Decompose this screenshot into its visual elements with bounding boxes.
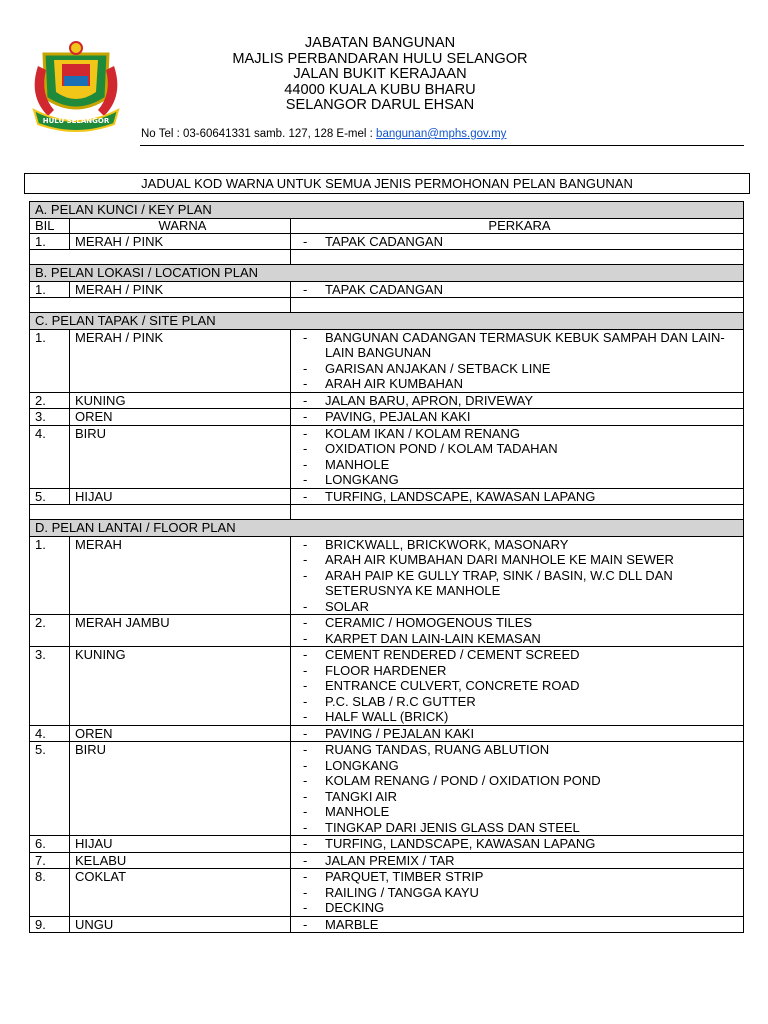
item-text: PAVING / PEJALAN KAKI (325, 725, 475, 741)
color-name: MERAH / PINK (70, 329, 291, 392)
table-row (30, 488, 744, 505)
section-header-row (30, 313, 744, 330)
list-item (296, 599, 743, 615)
section-title: A. PELAN KUNCI / KEY PLAN (30, 202, 744, 219)
item-list (291, 329, 744, 392)
list-item (296, 234, 743, 250)
bullet-dash: - (303, 804, 308, 819)
item-list (291, 281, 744, 298)
table-row (30, 409, 744, 426)
list-item (296, 489, 743, 505)
row-number: 4. (30, 725, 70, 742)
bullet-dash: - (303, 678, 308, 693)
list-item (296, 615, 743, 631)
color-name: COKLAT (70, 869, 291, 917)
item-text: ARAH PAIP KE GULLY TRAP, SINK / BASIN, W.C DLL DAN SETERUSNYA KE MANHOLE (325, 567, 673, 598)
item-text: HALF WALL (BRICK) (325, 709, 449, 724)
list-item (296, 853, 743, 869)
spacer-cell (291, 505, 744, 520)
table-row (30, 725, 744, 742)
item-list (291, 425, 744, 488)
list-item (296, 393, 743, 409)
table-row (30, 742, 744, 836)
list-item (296, 568, 743, 599)
row-number: 2. (30, 392, 70, 409)
row-number: 2. (30, 615, 70, 647)
color-code-table (29, 201, 744, 933)
bullet-dash: - (303, 709, 308, 724)
item-text: KOLAM IKAN / KOLAM RENANG (325, 425, 521, 441)
row-number: 5. (30, 742, 70, 836)
color-name: HIJAU (70, 836, 291, 853)
table-body (30, 202, 744, 933)
bullet-dash: - (303, 693, 308, 709)
spacer-cell (30, 250, 291, 265)
email-link[interactable]: bangunan@mphs.gov.my (376, 128, 507, 140)
bullet-dash: - (303, 630, 308, 646)
list-item (296, 426, 743, 442)
item-text: OXIDATION POND / KOLAM TADAHAN (325, 441, 558, 456)
item-text: LONGKANG (325, 472, 399, 487)
header-line: 44000 KUALA KUBU BHARU (284, 81, 476, 98)
bullet-dash: - (303, 662, 308, 678)
list-item (296, 537, 743, 553)
bullet-dash: - (303, 409, 308, 424)
list-item (296, 885, 743, 901)
table-row (30, 233, 744, 250)
table-row (30, 916, 744, 933)
item-text: PARQUET, TIMBER STRIP (325, 869, 484, 884)
color-name: MERAH / PINK (70, 281, 291, 298)
column-header-bil: BIL (30, 218, 70, 233)
bullet-dash: - (303, 536, 308, 552)
row-number: 4. (30, 425, 70, 488)
spacer-row (30, 505, 744, 520)
item-text: CERAMIC / HOMOGENOUS TILES (325, 615, 533, 630)
row-number: 1. (30, 329, 70, 392)
row-number: 3. (30, 647, 70, 726)
item-text: FLOOR HARDENER (325, 662, 447, 678)
item-text: TURFING, LANDSCAPE, KAWASAN LAPANG (325, 488, 596, 504)
table-row (30, 869, 744, 917)
spacer-cell (30, 298, 291, 313)
bullet-dash: - (303, 425, 308, 441)
bullet-dash: - (303, 472, 308, 487)
item-text: P.C. SLAB / R.C GUTTER (325, 693, 476, 709)
item-text: LONGKANG (325, 757, 399, 773)
item-list (291, 916, 744, 933)
color-name: OREN (70, 409, 291, 426)
section-title: B. PELAN LOKASI / LOCATION PLAN (30, 265, 744, 282)
item-list (291, 742, 744, 836)
table-row (30, 329, 744, 392)
bullet-dash: - (303, 567, 308, 583)
bullet-dash: - (303, 615, 308, 630)
item-list (291, 536, 744, 615)
column-header-warna: WARNA (70, 218, 291, 233)
council-logo (24, 36, 128, 136)
department-header (190, 36, 570, 114)
header-line: JABATAN BANGUNAN (304, 35, 456, 51)
header-line: JALAN BUKIT KERAJAAN (293, 66, 467, 82)
bullet-dash: - (303, 788, 308, 804)
item-text: CEMENT RENDERED / CEMENT SCREED (325, 647, 580, 662)
list-item (296, 836, 743, 852)
list-item (296, 441, 743, 457)
item-text: ENTRANCE CULVERT, CONCRETE ROAD (325, 678, 580, 693)
table-row (30, 425, 744, 488)
bullet-dash: - (303, 376, 308, 391)
table-row (30, 392, 744, 409)
item-text: JALAN PREMIX / TAR (325, 852, 455, 868)
item-list (291, 869, 744, 917)
color-name: BIRU (70, 742, 291, 836)
list-item (296, 330, 743, 361)
item-text: MARBLE (325, 916, 379, 932)
item-text: ARAH AIR KUMBAHAN DARI MANHOLE KE MAIN SEWER (325, 552, 674, 567)
bullet-dash: - (303, 598, 308, 614)
row-number: 3. (30, 409, 70, 426)
list-item (296, 552, 743, 568)
section-header-row (30, 520, 744, 537)
item-list (291, 488, 744, 505)
table-row (30, 281, 744, 298)
list-item (296, 282, 743, 298)
document-title: JADUAL KOD WARNA UNTUK SEMUA JENIS PERMOHONAN PELAN BANGUNAN (24, 173, 750, 194)
list-item (296, 663, 743, 679)
item-text: ARAH AIR KUMBAHAN (325, 376, 463, 391)
contact-line (141, 128, 506, 140)
color-name: KUNING (70, 392, 291, 409)
item-text: MANHOLE (325, 804, 390, 819)
color-name: KELABU (70, 852, 291, 869)
item-text: RUANG TANDAS, RUANG ABLUTION (325, 742, 550, 757)
item-text: KARPET DAN LAIN-LAIN KEMASAN (325, 630, 541, 646)
bullet-dash: - (303, 884, 308, 900)
list-item (296, 726, 743, 742)
table-row (30, 536, 744, 615)
section-title: C. PELAN TAPAK / SITE PLAN (30, 313, 744, 330)
item-list (291, 233, 744, 250)
row-number: 1. (30, 281, 70, 298)
list-item (296, 694, 743, 710)
list-item (296, 376, 743, 392)
item-list (291, 615, 744, 647)
bullet-dash: - (303, 757, 308, 773)
bullet-dash: - (303, 916, 308, 932)
item-text: RAILING / TANGGA KAYU (325, 884, 479, 900)
table-row (30, 852, 744, 869)
contact-text: No Tel : 03-60641331 samb. 127, 128 E-mel : (141, 128, 377, 140)
list-item (296, 647, 743, 663)
header-line: SELANGOR DARUL EHSAN (285, 97, 475, 113)
list-item (296, 789, 743, 805)
item-text: TURFING, LANDSCAPE, KAWASAN LAPANG (325, 836, 596, 851)
item-text: KOLAM RENANG / POND / OXIDATION POND (325, 773, 601, 788)
bullet-dash: - (303, 329, 308, 345)
color-name: MERAH (70, 536, 291, 615)
item-list (291, 647, 744, 726)
bullet-dash: - (303, 852, 308, 868)
header-line: MAJLIS PERBANDARAN HULU SELANGOR (232, 50, 528, 67)
item-text: BANGUNAN CADANGAN TERMASUK KEBUK SAMPAH DAN LAIN-LAIN BANGUNAN (325, 329, 725, 360)
table-row (30, 836, 744, 853)
header-divider (140, 145, 744, 146)
row-number: 6. (30, 836, 70, 853)
bullet-dash: - (303, 900, 308, 915)
section-title: D. PELAN LANTAI / FLOOR PLAN (30, 520, 744, 537)
spacer-cell (30, 505, 291, 520)
item-list (291, 836, 744, 853)
row-number: 9. (30, 916, 70, 933)
item-text: SOLAR (325, 598, 370, 614)
item-text: GARISAN ANJAKAN / SETBACK LINE (325, 360, 551, 376)
list-item (296, 361, 743, 377)
bullet-dash: - (303, 742, 308, 757)
bullet-dash: - (303, 281, 308, 297)
item-list (291, 852, 744, 869)
item-list (291, 409, 744, 426)
item-text: TAPAK CADANGAN (325, 233, 443, 249)
color-name: HIJAU (70, 488, 291, 505)
list-item (296, 457, 743, 473)
list-item (296, 631, 743, 647)
list-item (296, 409, 743, 425)
item-list (291, 392, 744, 409)
bullet-dash: - (303, 441, 308, 456)
bullet-dash: - (303, 488, 308, 504)
item-text: PAVING, PEJALAN KAKI (325, 409, 471, 424)
list-item (296, 678, 743, 694)
color-name: BIRU (70, 425, 291, 488)
list-item (296, 900, 743, 916)
table-row (30, 615, 744, 647)
color-name: KUNING (70, 647, 291, 726)
list-item (296, 773, 743, 789)
spacer-cell (291, 298, 744, 313)
list-item (296, 758, 743, 774)
list-item (296, 709, 743, 725)
list-item (296, 804, 743, 820)
column-header-perkara: PERKARA (291, 218, 744, 233)
bullet-dash: - (303, 233, 308, 249)
item-text: MANHOLE (325, 456, 390, 472)
bullet-dash: - (303, 819, 308, 835)
list-item (296, 869, 743, 885)
bullet-dash: - (303, 552, 308, 567)
item-text: DECKING (325, 900, 385, 915)
row-number: 1. (30, 233, 70, 250)
logo-text: HULU SELANGOR (42, 117, 110, 125)
row-number: 5. (30, 488, 70, 505)
bullet-dash: - (303, 647, 308, 662)
list-item (296, 742, 743, 758)
item-list (291, 725, 744, 742)
item-text: BRICKWALL, BRICKWORK, MASONARY (325, 536, 569, 552)
item-text: JALAN BARU, APRON, DRIVEWAY (325, 392, 534, 408)
bullet-dash: - (303, 392, 308, 408)
section-header-row (30, 265, 744, 282)
bullet-dash: - (303, 773, 308, 788)
list-item (296, 472, 743, 488)
bullet-dash: - (303, 869, 308, 884)
spacer-row (30, 298, 744, 313)
list-item (296, 917, 743, 933)
item-text: TINGKAP DARI JENIS GLASS DAN STEEL (325, 819, 580, 835)
spacer-row (30, 250, 744, 265)
row-number: 7. (30, 852, 70, 869)
color-name: MERAH JAMBU (70, 615, 291, 647)
bullet-dash: - (303, 360, 308, 376)
list-item (296, 820, 743, 836)
spacer-cell (291, 250, 744, 265)
bullet-dash: - (303, 456, 308, 472)
item-text: TANGKI AIR (325, 788, 397, 804)
item-text: TAPAK CADANGAN (325, 281, 443, 297)
table-row (30, 647, 744, 726)
column-header-row (30, 218, 744, 233)
bullet-dash: - (303, 725, 308, 741)
color-name: MERAH / PINK (70, 233, 291, 250)
section-header-row (30, 202, 744, 219)
row-number: 8. (30, 869, 70, 917)
bullet-dash: - (303, 836, 308, 851)
color-name: OREN (70, 725, 291, 742)
row-number: 1. (30, 536, 70, 615)
color-name: UNGU (70, 916, 291, 933)
